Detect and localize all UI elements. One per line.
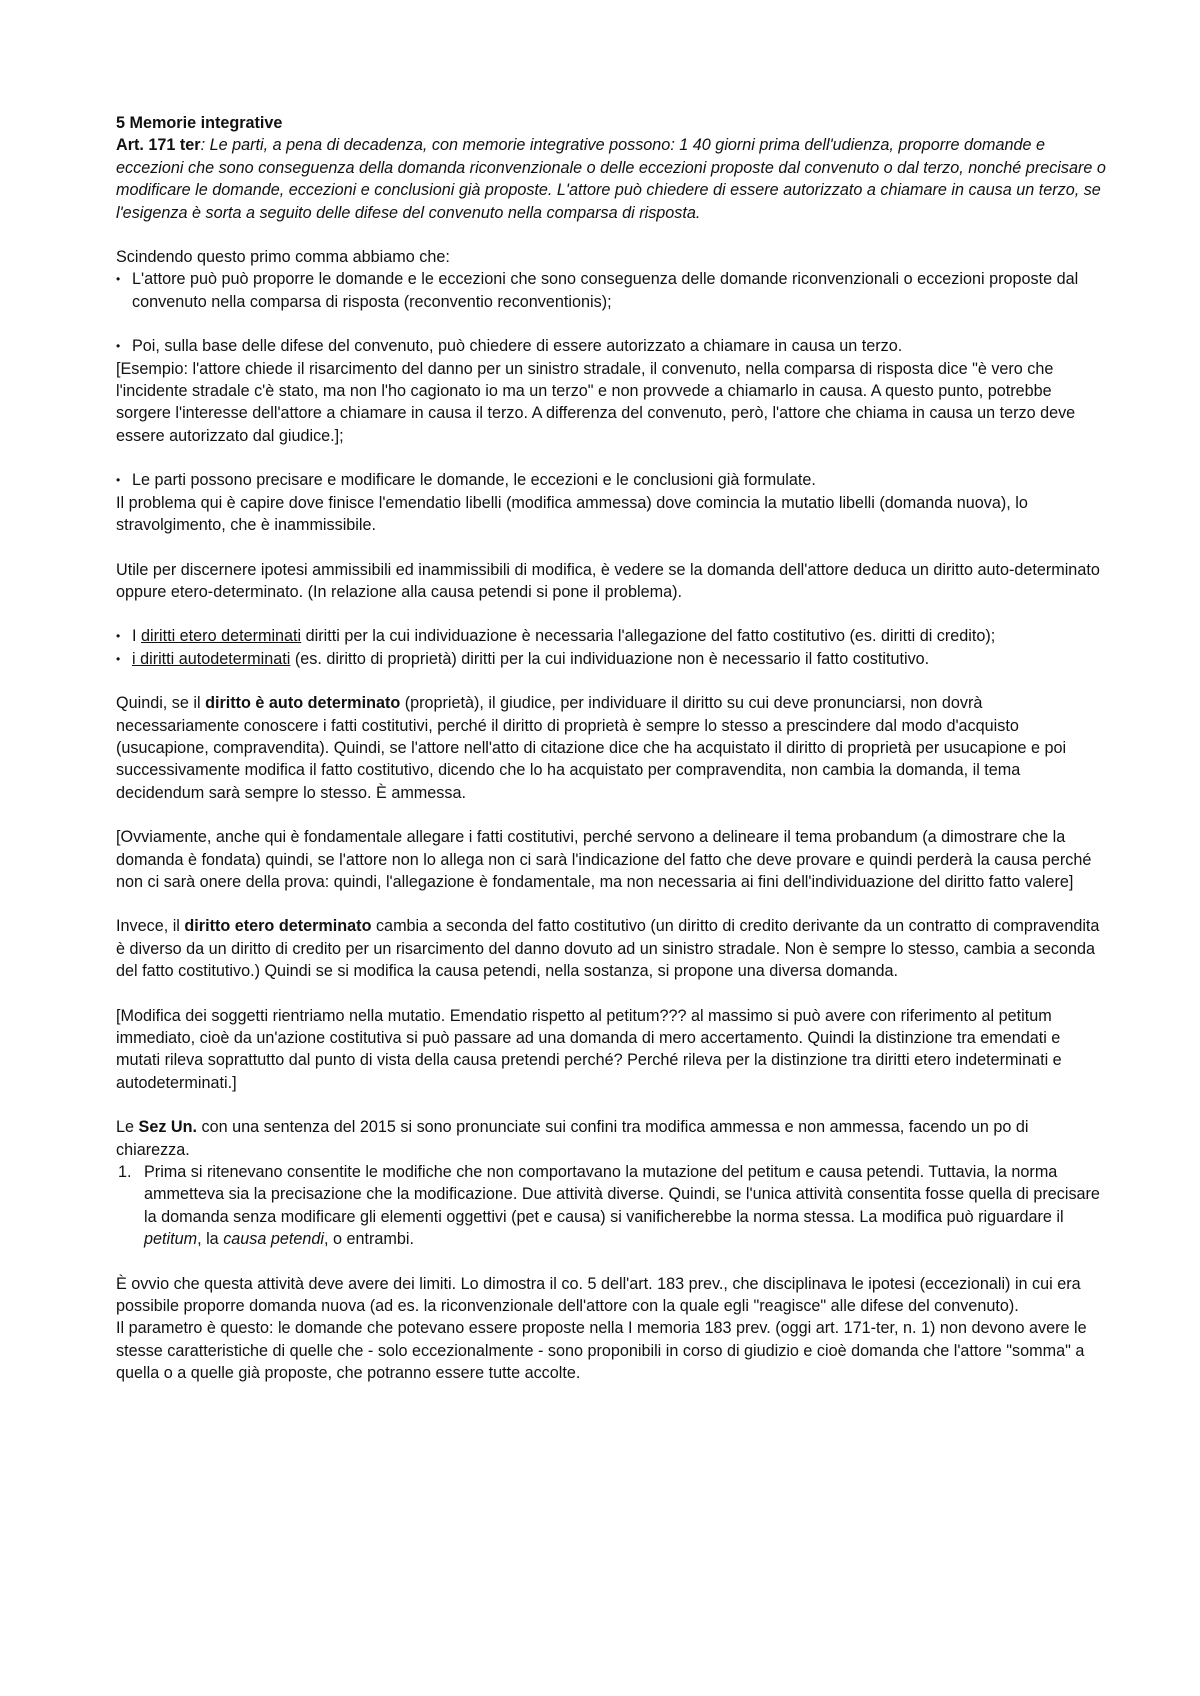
list-item: • L'attore può può proporre le domande e le eccezioni che sono conseguenza delle domande riconvenzionali o eccezioni proposte dal convenuto nella comparsa di risposta (reconventio reconventionis); [116, 268, 1106, 313]
list-item: • i diritti autodeterminati (es. diritto di proprietà) diritti per la cui individuazione non è necessario il fatto costitutivo. [116, 648, 1106, 670]
bold-term: diritto etero determinato [184, 917, 372, 936]
bullet-list-2 [116, 335, 1106, 357]
list-number: 1. [118, 1163, 132, 1182]
document-body [116, 112, 1106, 1385]
bold-term: diritto è auto determinato [205, 694, 401, 713]
article-text: Le parti, a pena di decadenza, con memorie integrative possono: 1 40 giorni prima dell'udienza, proporre domande e eccezioni che sono conseguenza della domanda riconvenzionale o delle eccezioni proposte dal convenuto o dal terzo, nonché precisare o modificare le domande, eccezioni e conclusioni già proposte. L'attore può chiedere di essere autorizzato a chiamare in causa un terzo, se l'esigenza è sorta a seguito delle difese del convenuto nella comparsa di risposta. [116, 136, 1106, 222]
article-paragraph: Art. 171 ter: Le parti, a pena di decadenza, con memorie integrative possono: 1 40 giorni prima dell'udienza, proporre domande e eccezioni che sono conseguenza della domanda riconvenzionale o delle eccezioni proposte dal convenuto o dal terzo, nonché precisare o modificare le domande, eccezioni e conclusioni già proposte. L'attore può chiedere di essere autorizzato a chiamare in causa un terzo, se l'esigenza è sorta a seguito delle difese del convenuto nella comparsa di risposta. [116, 136, 1106, 222]
paragraph-ovviamente: [Ovviamente, anche qui è fondamentale allegare i fatti costitutivi, perché servono a delineare il tema probandum (a dimostrare che la domanda è fondata) quindi, se l'attore non lo allega non ci sarà l'indicazione del fatto che deve provare e quindi perderà la causa perché non ci sarà onere della prova: quindi, l'allegazione è fondamentale, ma non necessaria ai fini dell'individuazione del diritto fatto valere] [116, 828, 1092, 891]
paragraph-modifica: [Modifica dei soggetti rientriamo nella mutatio. Emendatio rispetto al petitum??? al massimo si può avere con riferimento al petitum immediato, cioè da un'azione costitutiva si può passare ad una domanda di mero accertamento. Quindi la distinzione tra emendati e mutati rileva soprattutto dal punto di vista della causa pretendi perché? Perché rileva per la distinzione tra diritti etero indeterminati e autodeterminati.] [116, 1006, 1062, 1092]
numbered-list [116, 1161, 1106, 1251]
paragraph-quindi: Quindi, se il diritto è auto determinato (proprietà), il giudice, per individuare il diritto su cui deve pronunciarsi, non dovrà necessariamente conoscere i fatti costitutivi, perché il diritto di proprietà è sempre lo stesso a prescindere dal modo d'acquisto (usucapione, compravendita). Quindi, se l'attore nell'atto di citazione dice che ha acquistato il diritto di proprietà per usucapione e poi successivamente modifica il fatto costitutivo, dicendo che lo ha acquistato per compravendita, non cambia la domanda, il tema decidendum sarà sempre lo stesso. È ammessa. [116, 694, 1067, 802]
list-item: • Le parti possono precisare e modificare le domande, le eccezioni e le conclusioni già formulate. [116, 469, 1106, 491]
bold-term: Sez Un. [138, 1118, 197, 1137]
underlined-term: i diritti autodeterminati [132, 649, 291, 668]
underlined-term: diritti etero determinati [141, 627, 302, 646]
paragraph-parametro: Il parametro è questo: le domande che potevano essere proposte nella I memoria 183 prev. (oggi art. 171-ter, n. 1) non devono avere le stesse caratteristiche di quelle che - solo eccezionalmente - sono proponibili in corso di giudizio e cioè domanda che l'attore "somma" a quella o a quelle già proposte, che potranno essere tutte accolte. [116, 1319, 1087, 1383]
bullet-list-diritti [116, 625, 1106, 670]
bullet-list-3 [116, 469, 1106, 491]
section-heading: 5 Memorie integrative [116, 114, 283, 132]
list-item: • I diritti etero determinati diritti per la cui individuazione è necessaria l'allegazione del fatto costitutivo (es. diritti di credito); [116, 625, 1106, 647]
paragraph-ovvio: È ovvio che questa attività deve avere dei limiti. Lo dimostra il co. 5 dell'art. 183 prev., che disciplinava le ipotesi (eccezionali) in cui era possibile proporre domanda nuova (ad es. la riconvenzionale dell'attore con la quale egli "reagisce" alle difese del convenuto). [116, 1274, 1081, 1316]
bullet-list-1 [116, 268, 1106, 313]
article-label: Art. 171 ter [116, 136, 201, 155]
list-item: 1. Prima si ritenevano consentite le modifiche che non comportavano la mutazione del petitum e causa petendi. Tuttavia, la norma ammetteva sia la precisazione che la modificazione. Due attività diverse. Quindi, se l'unica attività consentita fosse quella di precisare la domanda senza modificare gli elementi oggettivi (pet e causa) si vanificherebbe la norma stessa. La modifica può riguardare il petitum, la causa petendi, o entrambi. [118, 1163, 1100, 1249]
paragraph-sez-un: Le Sez Un. con una sentenza del 2015 si sono pronunciate sui confini tra modifica ammessa e non ammessa, facendo un po di chiarezza. [116, 1118, 1029, 1159]
paragraph-utile: Utile per discernere ipotesi ammissibili ed inammissibili di modifica, è vedere se la domanda dell'attore deduca un diritto auto-determinato oppure etero-determinato. (In relazione alla causa petendi si pone il problema). [116, 560, 1100, 601]
list-item: • Poi, sulla base delle difese del convenuto, può chiedere di essere autorizzato a chiamare in causa un terzo. [116, 335, 1106, 357]
paragraph-esempio: [Esempio: l'attore chiede il risarcimento del danno per un sinistro stradale, il convenuto, nella comparsa di risposta dice "è vero che l'incidente stradale c'è stato, ma non l'ho cagionato io ma un terzo" e non provvede a chiamarlo in causa. A questo punto, potrebbe sorgere l'interesse dell'attore a chiamare in causa il terzo. A differenza del convenuto, però, l'attore che chiama in causa un terzo deve essere autorizzato dal giudice.]; [116, 359, 1076, 445]
paragraph-scindendo: Scindendo questo primo comma abbiamo che: [116, 248, 450, 267]
paragraph-invece: Invece, il diritto etero determinato cambia a seconda del fatto costitutivo (un diritto di credito derivante da un contratto di compravendita è diverso da un diritto di credito per un risarcimento del danno dovuto ad un sinistro stradale. Non è sempre lo stesso, cambia a seconda del fatto costitutivo.) Quindi se si modifica la causa petendi, nella sostanza, si propone una diversa domanda. [116, 917, 1100, 981]
paragraph-problema: Il problema qui è capire dove finisce l'emendatio libelli (modifica ammessa) dove comincia la mutatio libelli (domanda nuova), lo stravolgimento, che è inammissibile. [116, 493, 1028, 535]
